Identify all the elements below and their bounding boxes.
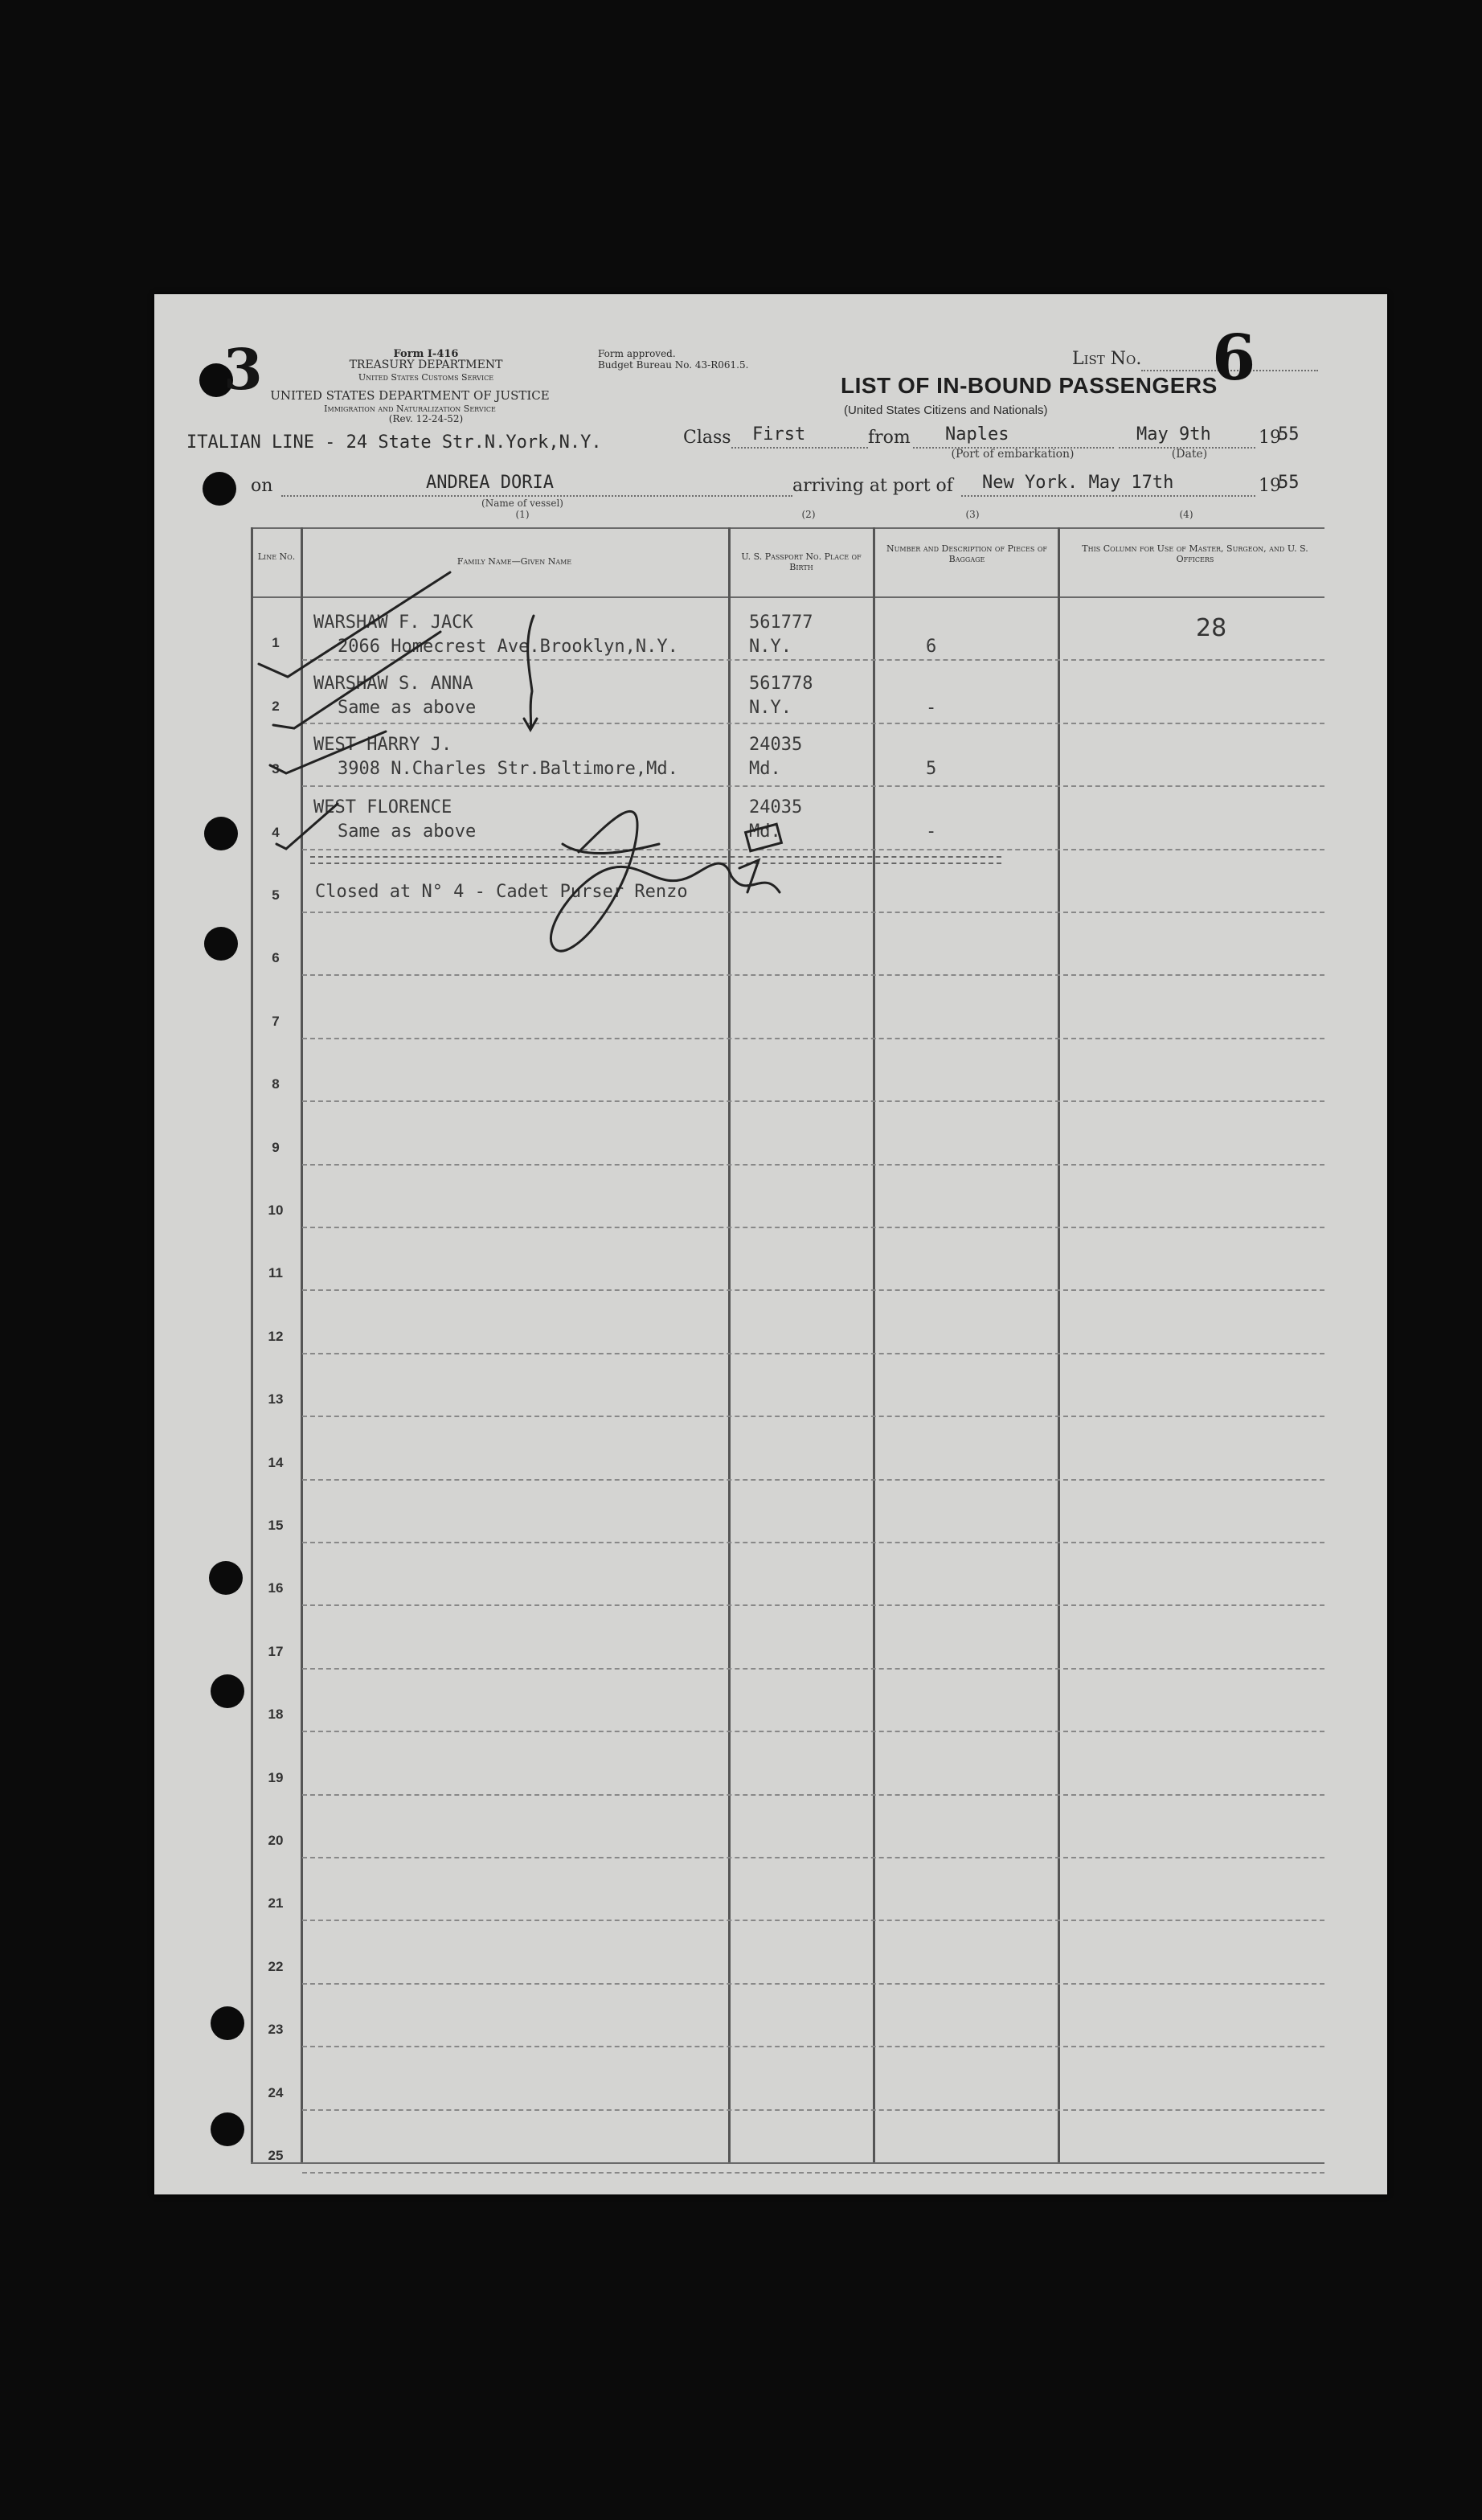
line-number: 8 — [272, 1076, 280, 1092]
treasury-dept: TREASURY DEPARTMENT — [349, 359, 503, 371]
revision: (Rev. 12-24-52) — [388, 413, 464, 424]
customs-service: United States Customs Service — [358, 372, 494, 383]
header-passport: U. S. Passport No. Place of Birth — [741, 551, 862, 572]
baggage-count: - — [926, 698, 937, 718]
class-label: Class — [683, 428, 731, 448]
signature — [739, 860, 759, 892]
line-number: 24 — [268, 2084, 284, 2100]
passenger-address: Same as above — [338, 822, 477, 842]
line-number: 3 — [272, 761, 280, 777]
line-number: 1 — [272, 635, 280, 651]
passport-no: 24035 — [749, 797, 803, 817]
line-number: 15 — [268, 1518, 284, 1533]
embark-port: Naples — [945, 424, 1009, 445]
line-number: 20 — [268, 1833, 284, 1848]
form-subtitle: (United States Citizens and Nationals) — [844, 404, 1048, 417]
header-name: Family Name—Given Name — [456, 556, 572, 567]
check-mark — [259, 572, 450, 677]
line-number: 18 — [268, 1707, 284, 1723]
vessel-name: ANDREA DORIA — [426, 473, 554, 493]
mark-scribble — [746, 824, 782, 851]
budget-bureau: Budget Bureau No. 43-R061.5. — [598, 359, 749, 371]
line-number: 22 — [268, 1958, 284, 1974]
check-mark — [273, 632, 440, 728]
line-number: 21 — [268, 1895, 284, 1912]
check-mark — [276, 804, 338, 849]
form-title: LIST OF IN-BOUND PASSENGERS — [841, 373, 1218, 398]
line-number: 10 — [268, 1203, 284, 1218]
passport-no: 561777 — [749, 613, 813, 633]
birth-place: Md. — [749, 759, 781, 779]
line-number: 16 — [268, 1580, 284, 1596]
line-number: 25 — [268, 2148, 284, 2163]
col-cap-2: (2) — [801, 509, 816, 520]
header-line-no: Line No. — [257, 551, 296, 562]
col-cap-4: (4) — [1179, 509, 1193, 520]
passenger-name: WEST HARRY J. — [313, 735, 452, 755]
birth-place: Md. — [749, 822, 781, 842]
arriving-label: arriving at port of — [792, 476, 953, 496]
year-prefix-2: 19 — [1259, 476, 1281, 496]
line-number: 5 — [272, 887, 280, 903]
year-value: 55 — [1278, 424, 1300, 445]
col-cap-1: (1) — [515, 509, 530, 520]
baggage-count: 5 — [926, 759, 937, 779]
passenger-address: 2066 Homecrest Ave.Brooklyn,N.Y. — [338, 637, 678, 657]
ins-service: Immigration and Naturalization Service — [324, 404, 496, 414]
line-number: 13 — [268, 1391, 284, 1408]
line-number: 6 — [272, 950, 280, 966]
year-value-2: 55 — [1278, 473, 1300, 493]
vessel-caption: (Name of vessel) — [481, 498, 563, 509]
signature — [563, 844, 659, 854]
check-mark — [270, 731, 386, 773]
passenger-name: WEST FLORENCE — [313, 797, 452, 817]
justice-dept: UNITED STATES DEPARTMENT OF JUSTICE — [270, 388, 550, 403]
birth-place: N.Y. — [749, 637, 792, 657]
header-officers: This Column for Use of Master, Surgeon, and U. S. Officers — [1082, 543, 1308, 564]
corner-number: 3 — [223, 336, 263, 403]
port-caption: (Port of embarkation) — [951, 448, 1075, 461]
col-cap-3: (3) — [965, 509, 980, 520]
line-number: 17 — [268, 1643, 284, 1659]
line-number: 12 — [268, 1328, 284, 1344]
line-number: 4 — [272, 824, 280, 840]
baggage-count: - — [926, 822, 937, 842]
officer-note: 28 — [1196, 614, 1227, 642]
line-number: 11 — [268, 1265, 283, 1281]
passport-no: 24035 — [749, 735, 803, 755]
passport-no: 561778 — [749, 674, 813, 694]
class-value: First — [752, 424, 806, 445]
passenger-address: 3908 N.Charles Str.Baltimore,Md. — [338, 759, 678, 779]
year-prefix: 19 — [1259, 428, 1281, 448]
line-number: 19 — [268, 1769, 284, 1785]
date-caption: (Date) — [1171, 448, 1208, 461]
closed-note: Closed at N° 4 - Cadet Purser Renzo — [315, 882, 688, 902]
header-baggage: Number and Description of Pieces of Baggage — [886, 543, 1047, 564]
passenger-address: Same as above — [338, 698, 477, 718]
list-label: List No. — [1072, 349, 1142, 369]
line-number: 9 — [272, 1139, 280, 1155]
from-label: from — [868, 428, 911, 448]
shipping-line: ITALIAN LINE - 24 State Str.N.York,N.Y. — [186, 432, 602, 453]
arrival-port-date: New York. May 17th — [982, 473, 1174, 493]
on-label: on — [251, 476, 273, 496]
line-number: 14 — [268, 1454, 284, 1470]
baggage-count: 6 — [926, 637, 937, 657]
bracket-mark — [528, 616, 534, 728]
passenger-name: WARSHAW F. JACK — [313, 613, 473, 633]
birth-place: N.Y. — [749, 698, 792, 718]
form-approved: Form approved. — [598, 348, 676, 359]
passenger-name: WARSHAW S. ANNA — [313, 674, 473, 694]
line-number: 23 — [268, 2022, 284, 2038]
line-number: 7 — [272, 1013, 280, 1029]
depart-date: May 9th — [1136, 424, 1211, 445]
line-number: 2 — [272, 698, 280, 714]
form-number: Form I-416 — [393, 348, 459, 360]
list-number: 6 — [1212, 322, 1256, 395]
